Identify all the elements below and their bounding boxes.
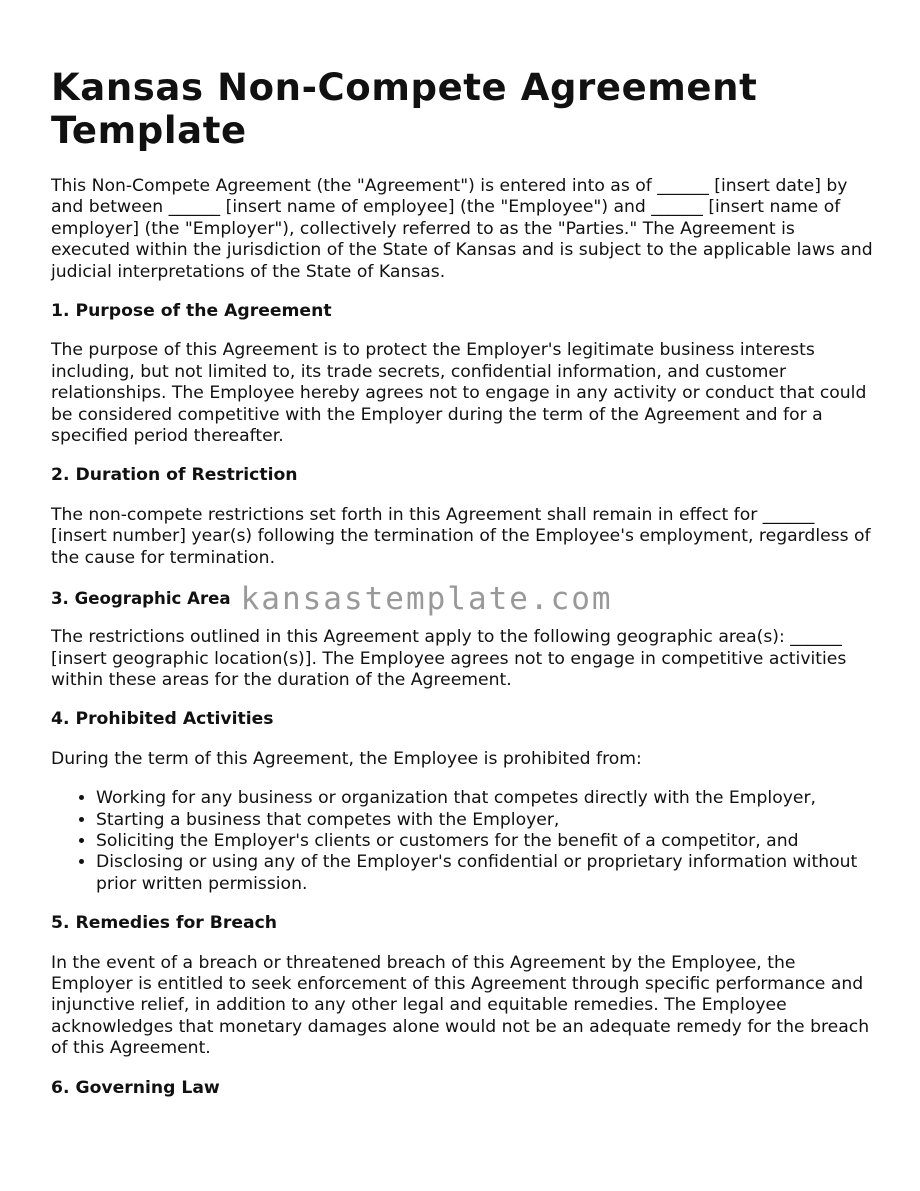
section-1-body: The purpose of this Agreement is to protect the Employer's legitimate business interests including, but not limited to, its trade secrets, confidential information, and customer relationships. The Employee hereby agrees not to engage in any activity or conduct that could be considered competitive with the Employer during the term of the Agreement and for a specified period thereafter.	[51, 340, 867, 447]
section-6-heading: 6. Governing Law	[51, 1077, 220, 1098]
list-item: • Working for any business or organization that competes directly with the Employer,	[96, 788, 873, 809]
section-5-heading: 5. Remedies for Breach	[51, 913, 277, 934]
document-page	[51, 66, 873, 1117]
document-title: Kansas Non-Compete Agreement Template	[51, 66, 758, 152]
section-1-heading: 1. Purpose of the Agreement	[51, 301, 332, 322]
section-5-body: In the event of a breach or threatened breach of this Agreement by the Employee, the Employer is entitled to seek enforcement of this Agreement through specific performance and injunctive relief, in addition to any other legal and equitable remedies. The Employee acknowledges that monetary damages alone would not be an adequate remedy for the breach of this Agreement.	[51, 952, 870, 1059]
section-3-body: The restrictions outlined in this Agreement apply to the following geographic area(s): ______ [insert geographic location(s)]. The Employee agrees not to engage in competitive activities within these areas for the duration of the Agreement.	[51, 627, 847, 690]
intro-paragraph: This Non-Compete Agreement (the "Agreement") is entered into as of ______ [insert date] by and between ______ [insert name of employee] (the "Employee") and ______ [insert name of employer] (the "Employer"), collectively referred to as the "Parties." The Agreement is executed within the jurisdiction of the State of Kansas and is subject to the applicable laws and judicial interpretations of the State of Kansas.	[51, 176, 873, 282]
section-2-heading: 2. Duration of Restriction	[51, 465, 298, 486]
section-3-heading: 3. Geographic Area	[51, 589, 231, 609]
section-2-body: The non-compete restrictions set forth in this Agreement shall remain in effect for ______ [insert number] year(s) following the termination of the Employee's employment, regardless of the cause for termination.	[51, 504, 871, 568]
watermark: kansastemplate.com	[240, 581, 613, 618]
list-item: • Disclosing or using any of the Employer's confidential or proprietary information without prior written permission.	[96, 852, 873, 895]
section-3-header-row	[51, 581, 873, 617]
list-item: • Soliciting the Employer's clients or customers for the benefit of a competitor, and	[96, 831, 873, 852]
prohibited-activities-list	[51, 788, 873, 895]
section-4-body: During the term of this Agreement, the Employee is prohibited from:	[51, 748, 642, 769]
section-4-heading: 4. Prohibited Activities	[51, 709, 274, 730]
list-item: • Starting a business that competes with the Employer,	[96, 810, 873, 831]
